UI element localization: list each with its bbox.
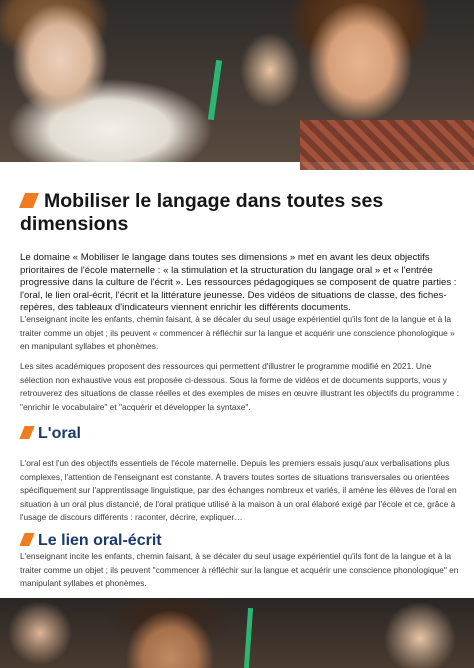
paragraph-oral: L'oral est l'un des objectifs essentiels de l'école maternelle. Depuis les premiers essais jusqu'aux verbalisations plus complexes, l'attention de l'enseignant est constante. À travers toutes sortes de situations transversales ou orientées spécifiquement sur l'apprentissage linguistique, par des échanges nombreux et variés, il amène les élèves de l'oral en situation à un oral plus distancié, de l'oral pratique utilisé à la maison à un oral élaboré exigé par l'école et ce, grâce à l'usage de discours différents : raconter, décrire, expliquer…	[20, 458, 457, 522]
paragraph-sites-academiques: Les sites académiques proposent des ressources qui permettent d'illustrer le programme modifié en 2021. Une sélection non exhaustive vous est proposée ci-dessous. Sous la forme de vidéos et de documents supports, vous y retrouverez des situations de classe réelles et des exemples de mises en œuvre illustrant les objectifs du programme : "enrichir le vocabulaire" et "acquérir et développer la syntaxe".	[20, 361, 459, 412]
hero-photo-children	[0, 0, 474, 162]
orange-slash-icon	[19, 533, 34, 546]
footer-photo-children	[0, 598, 474, 668]
section-title-text: L'oral	[38, 425, 81, 442]
section-title-mobiliser-langage	[20, 190, 460, 236]
paragraph-langue-objet: L'enseignant incite les enfants, chemin faisant, à se décaler du seul usage expérientiel qu'ils font de la langue et à la traiter comme un objet ; ils peuvent « commencer à réfléchir sur la langue et acquérir une conscience phonologique » en manipulant syllabes et phonèmes.	[20, 314, 455, 351]
pencil-shape	[208, 60, 222, 120]
section-title-oral	[20, 424, 81, 444]
orange-slash-icon	[19, 426, 34, 439]
pencil-shape	[244, 608, 253, 668]
section-lead: Le domaine « Mobiliser le langage dans toutes ses dimensions » met en avant les deux objectifs prioritaires de l'école maternelle : « la stimulation et la structuration du langage oral » et « l'entrée progressive dans la culture de l'écrit ». Les ressources pédagogiques se composent de quatre parties : l'oral, le lien oral-écrit, l'écrit et la littérature jeunesse. Des vidéos de situations de classe, des fiches-repères, des tableaux d'indicateurs viennent enrichir les différents documents.	[20, 252, 457, 313]
orange-slash-icon	[19, 193, 39, 208]
paragraph-lien-oral-ecrit: L'enseignant incite les enfants, chemin faisant, à se décaler du seul usage expérientiel qu'ils font de la langue et à la traiter comme un objet ; ils peuvent "commencer à réfléchir sur la langue et acquérir une conscience phonologique" en manipulant syllabes et phonèmes.	[20, 551, 459, 588]
section-title-lien-oral-ecrit	[20, 531, 162, 551]
section-title-text: Mobiliser le langage dans toutes ses dimensions	[20, 190, 384, 235]
section-title-text: Le lien oral-écrit	[38, 532, 162, 549]
shirt-pattern	[300, 120, 474, 170]
